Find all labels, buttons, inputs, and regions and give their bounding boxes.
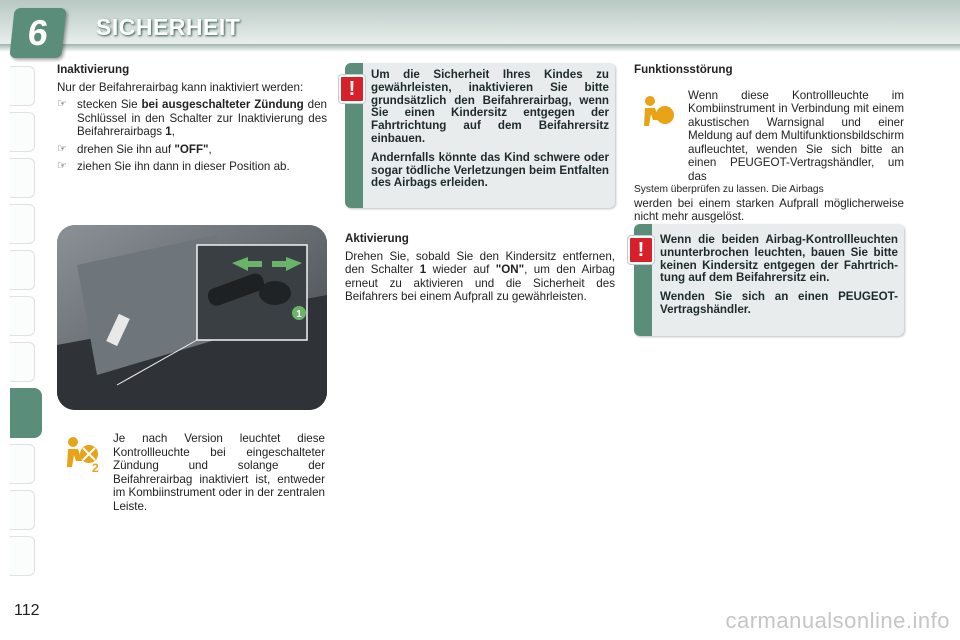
page-number: 112: [14, 602, 40, 619]
watermark-url[interactable]: carmanualsonline.info: [725, 608, 950, 633]
chapter-tab[interactable]: [10, 444, 35, 484]
warning-box-child-seat: [345, 63, 615, 208]
svg-text:2: 2: [92, 461, 99, 474]
header-divider: [0, 44, 960, 52]
malfunction-text-b: werden bei einem starken Aufprall möglicherweise nicht mehr ausgelöst.: [634, 196, 904, 223]
warning-text: Um die Sicherheit Ihres Kindes zu gewährleisten, inaktivieren Sie bitte grundsätzlich den Beifahrerairbag, wenn Sie einen Kindersitz entgegen der Fahrtrichtung auf dem Beifahrersitz einbauen. Andernfalls könnte das Kind schwere oder sogar tödliche Verletzungen beim Entfalten des Airbags erleiden.: [371, 68, 609, 190]
chapter-title: SICHERHEIT: [96, 14, 241, 40]
airbag-fault-icon: [638, 93, 678, 133]
warning-box-airbag-lamps: [634, 224, 904, 336]
chapter-tab[interactable]: [10, 296, 35, 336]
deactivation-heading: Inaktivierung: [57, 63, 130, 76]
malfunction-section: [634, 63, 904, 224]
activation-text: Drehen Sie, sobald Sie den Kindersitz entfernen, den Schalter 1 wieder auf "ON", um den Airbag erneut zu aktivieren und die Sicherheit des Beifahrers bei einem Aufprall zu gewährleisten.: [345, 249, 615, 303]
activation-heading: Aktivierung: [345, 232, 409, 245]
warning-exclamation-icon: !: [628, 236, 654, 264]
lamp-note: Je nach Version leuchtet diese Kontrollleuchte bei eingeschalteter Zündung und solange der Beifahrerairbag inaktiviert ist, entweder im Kombiinstrument oder in der zentralen Leiste.: [113, 432, 326, 513]
step-1: ☞ stecken Sie bei ausgeschalteter Zündung den Schlüssel in den Schalter zur Inaktivierung des Beifahrerairbags 1,: [57, 98, 327, 138]
deactivation-section: [57, 63, 327, 174]
callout-number: 1: [296, 309, 302, 320]
dashboard-illustration: [57, 225, 327, 410]
malfunction-text-a: Wenn diese Kontrollleuchte im Kombiinstrument in Verbindung mit einem akustischen Warnsignal und einer Meldung auf dem Multifunktionsbildschirm aufleuchtet, wenden Sie sich bitte an einen PEUGEOT-Vertragshändler, um das: [688, 88, 904, 183]
airbag-off-icon: [62, 434, 102, 474]
chapter-tab[interactable]: [10, 536, 35, 576]
warning-text: Wenn die beiden Airbag-Kontrollleuchten ununterbrochen leuchten, bauen Sie bitte keinen Kindersitz entgegen der Fahrtrichtung auf dem Beifahrersitz ein. Wenden Sie sich an einen PEUGEOT-Vertragshändler.: [660, 233, 898, 316]
chapter-tab[interactable]: [10, 250, 35, 290]
deactivation-intro: Nur der Beifahrerairbag kann inaktiviert werden:: [57, 80, 304, 94]
pointer-hand-icon: ☞: [57, 98, 67, 110]
step-3: ☞ ziehen Sie ihn dann in dieser Position ab.: [57, 160, 290, 173]
chapter-number-badge: 6: [9, 8, 66, 58]
chapter-tab[interactable]: [10, 204, 35, 244]
chapter-tabs: [10, 66, 36, 571]
malfunction-text-small: System überprüfen zu lassen. Die Airbags: [634, 184, 824, 195]
chapter-tab[interactable]: [10, 490, 35, 530]
airbag-switch-photo: [57, 225, 327, 410]
malfunction-heading: Funktionsstörung: [634, 63, 733, 76]
chapter-tab[interactable]: [10, 66, 35, 106]
pointer-hand-icon: ☞: [57, 142, 67, 155]
activation-section: [345, 232, 615, 304]
step-2: ☞ drehen Sie ihn auf "OFF",: [57, 142, 212, 156]
pointer-hand-icon: ☞: [57, 160, 67, 172]
chapter-tab-active[interactable]: [10, 388, 42, 438]
chapter-tab[interactable]: [10, 158, 35, 198]
chapter-tab[interactable]: [10, 112, 35, 152]
warning-exclamation-icon: !: [339, 75, 365, 103]
chapter-tab[interactable]: [10, 342, 35, 382]
